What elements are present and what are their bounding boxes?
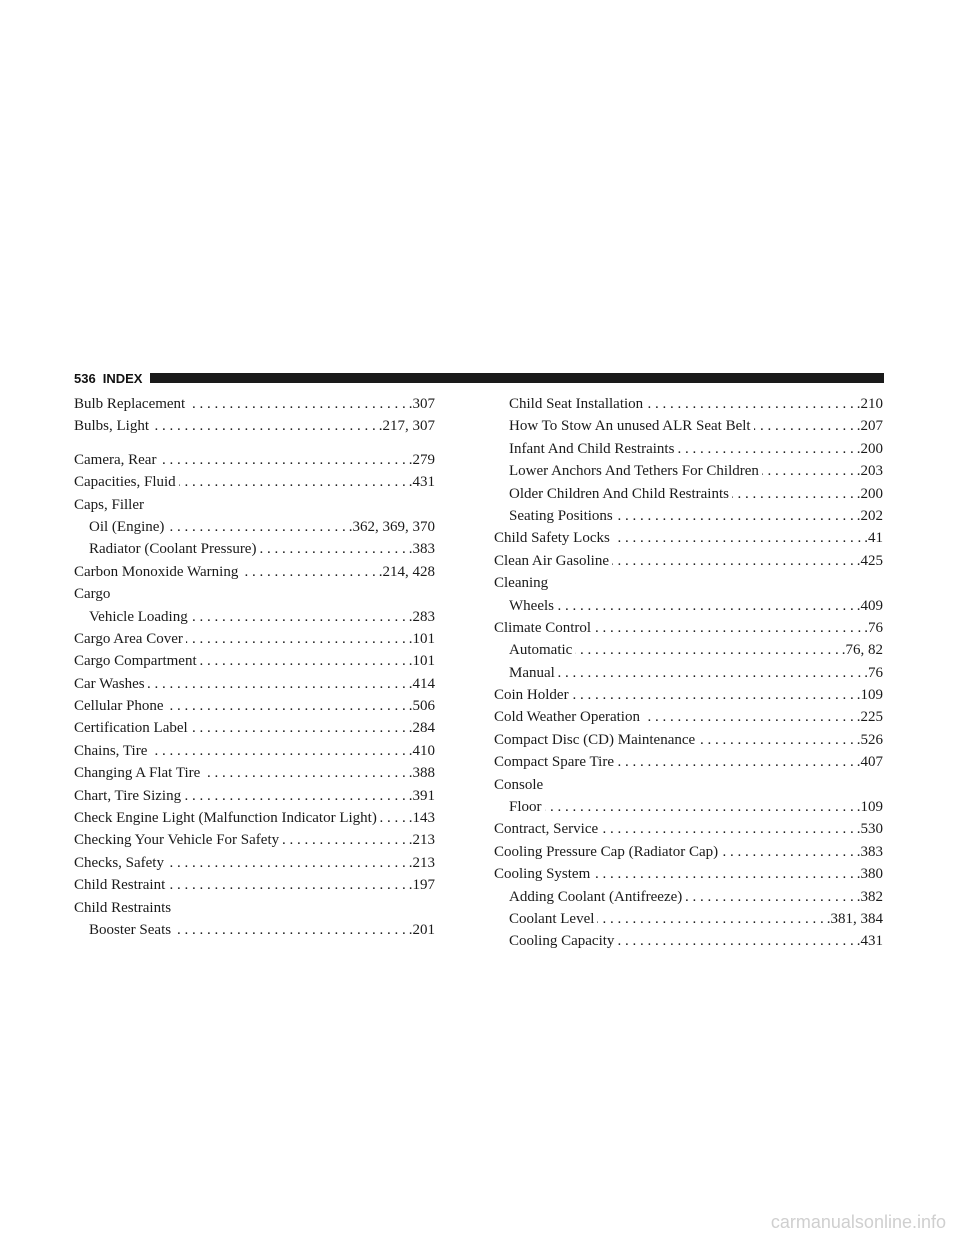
index-term: Child Restraint <box>74 877 166 894</box>
section-title: INDEX <box>102 370 143 386</box>
index-entry <box>74 673 435 695</box>
page-reference: .200 <box>856 485 883 502</box>
index-entry <box>74 829 435 851</box>
page-reference: .526 <box>856 731 883 748</box>
page-reference: .425 <box>856 552 883 569</box>
page-reference: .214, 428 <box>378 563 435 580</box>
page-reference: .407 <box>856 754 883 771</box>
page-reference: .225 <box>856 709 883 726</box>
page-reference: .200 <box>856 440 883 457</box>
dot-leader <box>167 852 406 874</box>
index-entry <box>74 807 435 829</box>
page-number: 536 <box>74 370 96 386</box>
index-term: Chart, Tire Sizing <box>74 787 182 804</box>
index-subentry <box>494 483 883 505</box>
index-term: Certification Label <box>74 720 188 737</box>
page-reference: .383 <box>856 843 883 860</box>
dot-leader <box>191 717 406 739</box>
index-subentry <box>494 460 883 482</box>
index-term: Checking Your Vehicle For Safety <box>74 832 280 849</box>
index-subentry <box>494 930 883 952</box>
index-term: Coin Holder <box>494 687 569 704</box>
page-reference: .410 <box>408 742 435 759</box>
dot-leader <box>762 460 854 482</box>
dot-leader <box>159 449 405 471</box>
index-term: Contract, Service <box>494 821 599 838</box>
page-reference: .143 <box>408 810 435 827</box>
index-entry <box>74 449 435 471</box>
page-reference: .307 <box>408 396 435 412</box>
index-term: Wheels <box>509 597 554 614</box>
page-reference: .101 <box>408 653 435 670</box>
index-subentry <box>494 662 883 684</box>
dot-leader <box>282 829 406 851</box>
page-reference: .203 <box>856 463 883 480</box>
page-reference: .382 <box>856 888 883 905</box>
dot-leader <box>572 684 854 706</box>
dot-leader <box>259 538 405 560</box>
dot-leader <box>557 595 854 617</box>
header-rule <box>150 373 884 383</box>
index-subentry <box>494 393 883 415</box>
index-term: Floor <box>509 799 542 816</box>
dot-leader <box>646 393 854 415</box>
index-subentry <box>494 595 883 617</box>
index-subentry <box>494 796 883 818</box>
page-reference: .431 <box>408 474 435 491</box>
index-term: Cargo Compartment <box>74 653 197 670</box>
index-entry <box>74 415 435 437</box>
index-term: Older Children And Child Restraints <box>509 485 729 502</box>
index-entry <box>74 628 435 650</box>
index-entry <box>74 740 435 762</box>
page-reference: .201 <box>408 921 435 938</box>
index-entry <box>74 393 435 415</box>
dot-leader <box>643 706 854 728</box>
dot-leader <box>179 471 406 493</box>
page-reference: .197 <box>408 877 435 894</box>
index-subentry <box>494 908 883 930</box>
index-term: Lower Anchors And Tethers For Children <box>509 463 759 480</box>
page-reference: .213 <box>408 854 435 871</box>
dot-leader <box>732 483 854 505</box>
index-term: Checks, Safety <box>74 854 164 871</box>
index-term: Capacities, Fluid <box>74 474 176 491</box>
page-reference: .284 <box>408 720 435 737</box>
page-reference: .383 <box>408 541 435 558</box>
index-entry <box>74 494 435 516</box>
page-reference: .279 <box>408 451 435 468</box>
page-reference: .76, 82 <box>841 642 883 659</box>
dot-leader <box>150 740 405 762</box>
index-subentry <box>74 606 435 628</box>
dot-leader <box>685 886 853 908</box>
index-term: Child Restraints <box>74 899 172 916</box>
index-term: Bulb Replacement <box>74 396 186 412</box>
page-reference: .414 <box>408 675 435 692</box>
index-entry <box>74 897 435 919</box>
index-subentry <box>74 538 435 560</box>
index-term: Cooling Pressure Cap (Radiator Cap) <box>494 843 719 860</box>
index-entry <box>74 695 435 717</box>
page-header <box>74 370 884 386</box>
index-column-right <box>494 393 883 953</box>
page-reference: .41 <box>864 530 883 547</box>
page-reference: .506 <box>408 698 435 715</box>
index-term: Adding Coolant (Antifreeze) <box>509 888 683 905</box>
index-term: Child Seat Installation <box>509 396 644 412</box>
index-entry <box>494 527 883 549</box>
index-entry <box>494 684 883 706</box>
index-term: Car Washes <box>74 675 145 692</box>
dot-leader <box>191 606 406 628</box>
index-term: Cooling Capacity <box>509 933 615 950</box>
dot-leader <box>545 796 854 818</box>
page-reference: .283 <box>408 608 435 625</box>
dot-leader <box>168 874 406 896</box>
page-reference: .362, 369, 370 <box>348 518 435 535</box>
dot-leader <box>601 818 854 840</box>
index-entry <box>74 852 435 874</box>
dot-leader <box>754 415 854 437</box>
page-reference: .380 <box>856 866 883 883</box>
index-subentry <box>494 415 883 437</box>
dot-leader <box>698 729 854 751</box>
page-reference: .381, 384 <box>826 910 883 927</box>
index-subentry <box>494 886 883 908</box>
index-entry <box>494 751 883 773</box>
index-term: Chains, Tire <box>74 742 148 759</box>
index-term: Cooling System <box>494 866 591 883</box>
dot-leader <box>613 527 861 549</box>
index-term: Coolant Level <box>509 910 595 927</box>
index-term: Compact Spare Tire <box>494 754 614 771</box>
page-reference: .391 <box>408 787 435 804</box>
dot-leader <box>152 415 376 437</box>
page-reference: .213 <box>408 832 435 849</box>
page-reference: .530 <box>856 821 883 838</box>
index-subentry <box>74 516 435 538</box>
index-entry <box>74 717 435 739</box>
index-term: Check Engine Light (Malfunction Indicator Light) <box>74 810 377 827</box>
index-entry <box>74 762 435 784</box>
index-entry <box>74 471 435 493</box>
index-term: Manual <box>509 664 555 681</box>
index-entry <box>74 561 435 583</box>
dot-leader <box>594 617 861 639</box>
page-reference: .101 <box>408 630 435 647</box>
dot-leader <box>677 438 853 460</box>
index-term: Climate Control <box>494 619 592 636</box>
index-term: Oil (Engine) <box>89 518 165 535</box>
index-term: Compact Disc (CD) Maintenance <box>494 731 696 748</box>
dot-leader <box>617 930 853 952</box>
index-term: Infant And Child Restraints <box>509 440 675 457</box>
index-entry <box>494 818 883 840</box>
page-reference: .109 <box>856 799 883 816</box>
index-entry <box>494 617 883 639</box>
index-entry <box>494 706 883 728</box>
dot-leader <box>575 639 838 661</box>
index-entry <box>494 729 883 751</box>
page-reference: .431 <box>856 933 883 950</box>
index-entry <box>74 785 435 807</box>
index-column-left <box>74 393 435 941</box>
page-reference: .76 <box>864 619 883 636</box>
page-reference: .217, 307 <box>378 418 435 435</box>
index-term: Cold Weather Operation <box>494 709 640 726</box>
index-term: Carbon Monoxide Warning <box>74 563 239 580</box>
index-entry <box>494 550 883 572</box>
index-entry <box>74 650 435 672</box>
dot-leader <box>167 695 406 717</box>
dot-leader <box>380 807 406 829</box>
index-term: Booster Seats <box>89 921 172 938</box>
page-reference: .202 <box>856 507 883 524</box>
dot-leader <box>203 762 405 784</box>
index-term: Camera, Rear <box>74 451 157 468</box>
index-term: Bulbs, Light <box>74 418 150 435</box>
watermark: carmanualsonline.info <box>770 1212 946 1232</box>
index-term: Changing A Flat Tire <box>74 765 201 782</box>
page-reference: .210 <box>856 396 883 412</box>
index-term: How To Stow An unused ALR Seat Belt <box>509 418 751 435</box>
index-term: Child Safety Locks <box>494 530 610 547</box>
dot-leader <box>612 550 854 572</box>
dot-leader <box>617 751 854 773</box>
dot-leader <box>188 393 406 415</box>
dot-leader <box>241 561 375 583</box>
index-entry <box>74 874 435 896</box>
page-reference: .207 <box>856 418 883 435</box>
index-term: Cleaning <box>494 575 549 592</box>
index-term: Automatic <box>509 642 573 659</box>
dot-leader <box>174 919 406 941</box>
index-subentry <box>74 919 435 941</box>
dot-leader <box>721 841 854 863</box>
index-entry <box>494 572 883 594</box>
index-term: Radiator (Coolant Pressure) <box>89 541 257 558</box>
index-subentry <box>494 639 883 661</box>
index-entry <box>74 583 435 605</box>
index-term: Seating Positions <box>509 507 613 524</box>
index-term: Clean Air Gasoline <box>494 552 609 569</box>
index-term: Console <box>494 776 544 793</box>
page-reference: .388 <box>408 765 435 782</box>
index-subentry <box>494 505 883 527</box>
index-entry <box>494 863 883 885</box>
dot-leader <box>167 516 345 538</box>
dot-leader <box>597 908 823 930</box>
index-subentry <box>494 438 883 460</box>
dot-leader <box>593 863 853 885</box>
index-entry <box>494 774 883 796</box>
dot-leader <box>148 673 406 695</box>
index-term: Cargo <box>74 586 111 603</box>
index-entry <box>494 841 883 863</box>
dot-leader <box>184 785 406 807</box>
index-term: Vehicle Loading <box>89 608 188 625</box>
page-reference: .409 <box>856 597 883 614</box>
index-term: Cargo Area Cover <box>74 630 183 647</box>
dot-leader <box>616 505 854 527</box>
index-term: Cellular Phone <box>74 698 164 715</box>
page-reference: .76 <box>864 664 883 681</box>
dot-leader <box>558 662 861 684</box>
page-reference: .109 <box>856 687 883 704</box>
dot-leader <box>200 650 406 672</box>
index-term: Caps, Filler <box>74 496 144 513</box>
dot-leader <box>186 628 406 650</box>
